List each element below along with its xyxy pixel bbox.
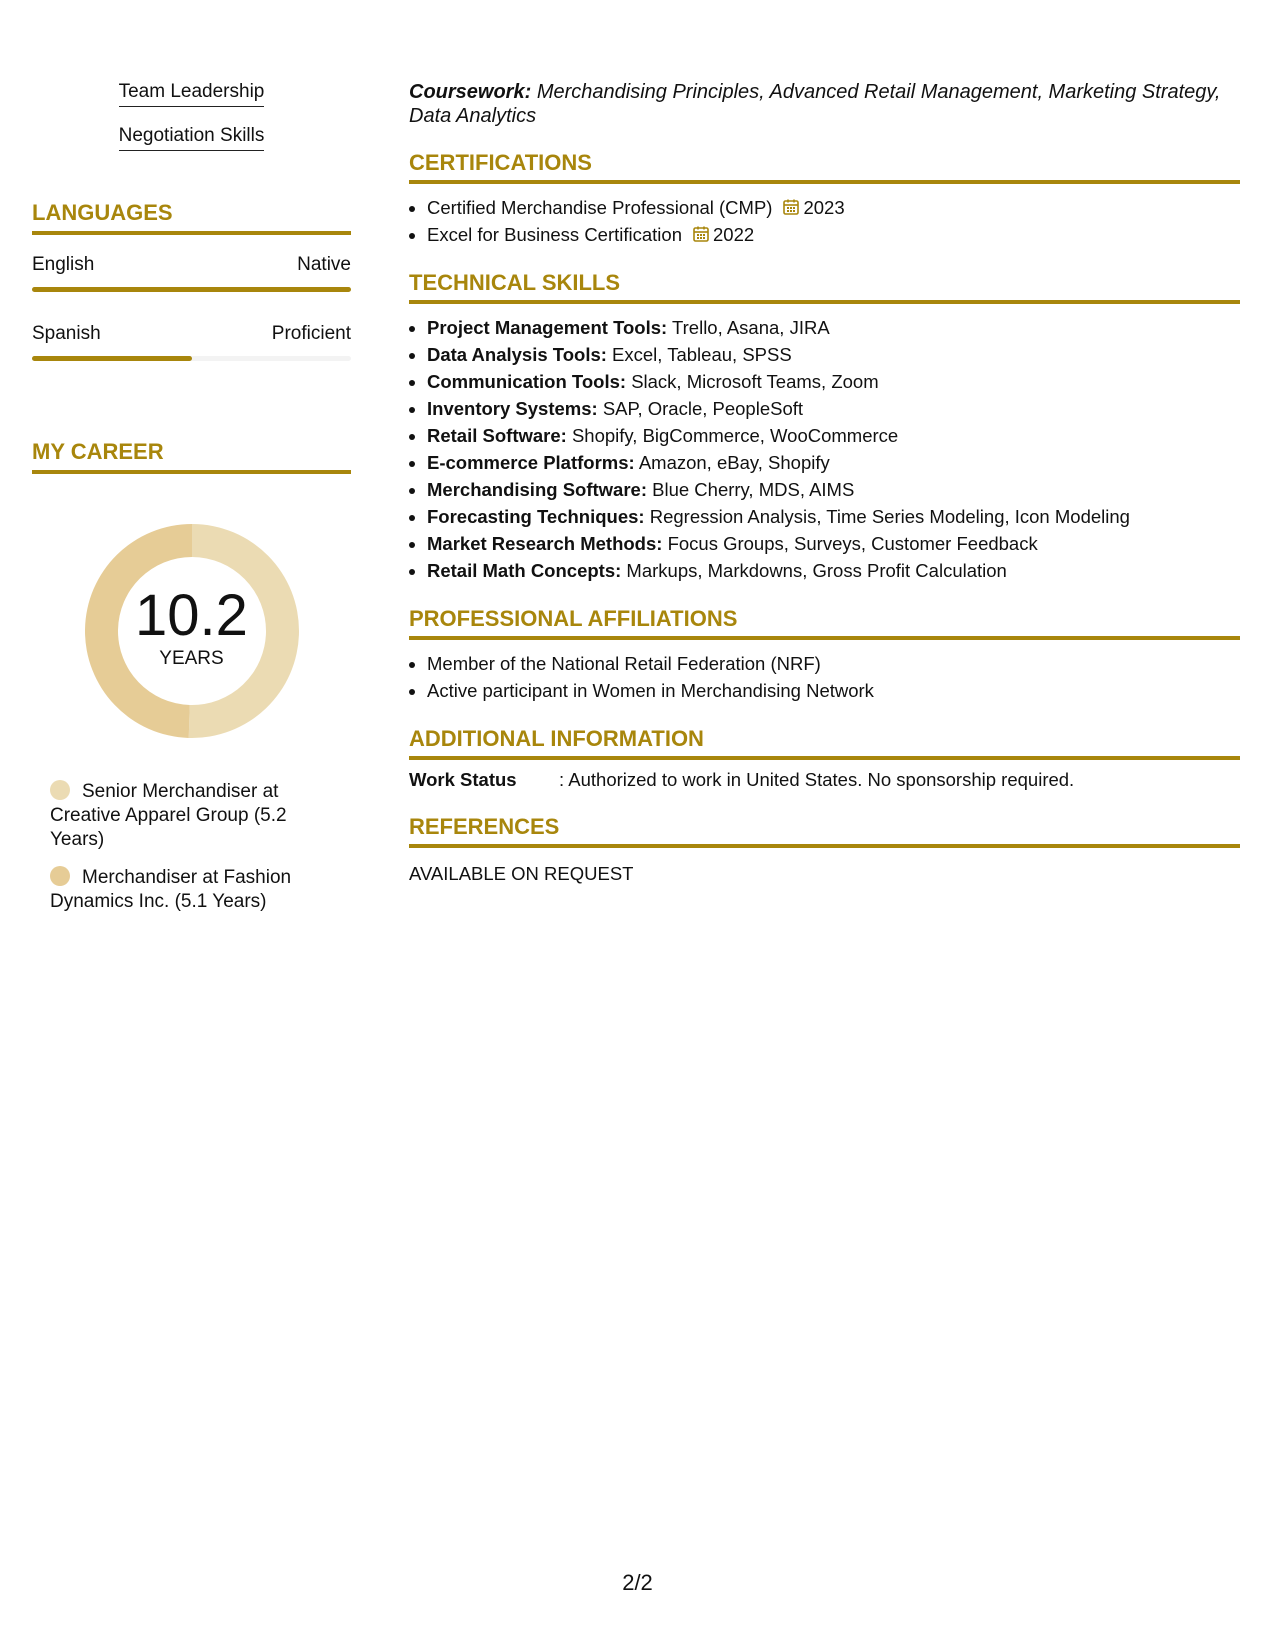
language-bar bbox=[32, 287, 351, 292]
coursework bbox=[409, 80, 1240, 128]
tech-skill-label: Communication Tools: bbox=[427, 371, 627, 392]
tech-skill-label: Inventory Systems: bbox=[427, 398, 598, 419]
tech-skill-value: Trello, Asana, JIRA bbox=[672, 317, 830, 338]
tech-skill-value: Excel, Tableau, SPSS bbox=[612, 344, 792, 365]
tech-skill-item bbox=[427, 314, 1240, 341]
certification-item bbox=[427, 194, 1240, 221]
page-number: 2/2 bbox=[622, 1570, 653, 1595]
legend-label: Merchandiser at Fashion Dynamics Inc. (5.1 Years) bbox=[50, 867, 292, 912]
language-name: English bbox=[32, 254, 95, 275]
tech-skill-label: Merchandising Software: bbox=[427, 479, 647, 500]
tech-skill-item bbox=[427, 503, 1240, 530]
language-bar-fill bbox=[32, 356, 192, 361]
career-total-years: 10.2 bbox=[135, 583, 248, 648]
affiliation-item: • Active participant in Women in Merchandising Network bbox=[427, 677, 1240, 704]
legend-dot bbox=[50, 780, 70, 800]
tech-skill-value: Regression Analysis, Time Series Modeling, Icon Modeling bbox=[649, 506, 1130, 527]
donut-center bbox=[77, 583, 307, 670]
references-text: AVAILABLE ON REQUEST bbox=[409, 863, 634, 884]
tech-skill-item bbox=[427, 422, 1240, 449]
languages-section bbox=[32, 200, 351, 361]
work-status-row bbox=[409, 768, 1240, 792]
tech-skill-value: Focus Groups, Surveys, Customer Feedback bbox=[667, 533, 1038, 554]
language-name: Spanish bbox=[32, 323, 101, 344]
skill-tag: Team Leadership bbox=[119, 80, 265, 107]
certifications-title: CERTIFICATIONS bbox=[409, 150, 1240, 184]
legend-item bbox=[50, 866, 310, 914]
references-section bbox=[409, 814, 1240, 886]
work-status-value: : Authorized to work in United States. No sponsorship required. bbox=[559, 769, 1075, 790]
tech-skill-item bbox=[427, 476, 1240, 503]
tech-skill-value: Amazon, eBay, Shopify bbox=[638, 452, 830, 473]
tech-skill-label: Market Research Methods: bbox=[427, 533, 663, 554]
certification-year: 2022 bbox=[713, 224, 755, 245]
tech-skill-label: Forecasting Techniques: bbox=[427, 506, 645, 527]
tech-skill-label: E-commerce Platforms: bbox=[427, 452, 635, 473]
skill-tags bbox=[32, 80, 351, 168]
calendar-icon bbox=[782, 196, 800, 214]
language-bar bbox=[32, 356, 351, 361]
skill-tag: Negotiation Skills bbox=[119, 124, 265, 151]
additional-info-title: ADDITIONAL INFORMATION bbox=[409, 726, 1240, 760]
tech-skill-value: Slack, Microsoft Teams, Zoom bbox=[631, 371, 879, 392]
tech-skill-value: Blue Cherry, MDS, AIMS bbox=[652, 479, 855, 500]
certification-name: Certified Merchandise Professional (CMP) bbox=[427, 197, 773, 218]
work-status-label: Work Status bbox=[409, 769, 517, 790]
coursework-text: Merchandising Principles, Advanced Retail Management, Marketing Strategy, Data Analytics bbox=[409, 81, 1221, 127]
tech-skill-item bbox=[427, 530, 1240, 557]
languages-title: LANGUAGES bbox=[32, 200, 351, 235]
left-column bbox=[32, 80, 351, 928]
technical-skills-list bbox=[409, 314, 1240, 584]
career-title: MY CAREER bbox=[32, 439, 351, 474]
technical-skills-title: TECHNICAL SKILLS bbox=[409, 270, 1240, 304]
tech-skill-item bbox=[427, 557, 1240, 584]
technical-skills-section bbox=[409, 270, 1240, 584]
certification-name: Excel for Business Certification bbox=[427, 224, 682, 245]
certification-year: 2023 bbox=[803, 197, 845, 218]
affiliations-section bbox=[409, 606, 1240, 704]
tech-skill-value: Markups, Markdowns, Gross Profit Calculation bbox=[626, 560, 1007, 581]
tech-skill-item bbox=[427, 341, 1240, 368]
coursework-label: Coursework: bbox=[409, 81, 532, 103]
language-bar-fill bbox=[32, 287, 351, 292]
certification-item bbox=[427, 221, 1240, 248]
tech-skill-item bbox=[427, 395, 1240, 422]
tech-skill-label: Data Analysis Tools: bbox=[427, 344, 607, 365]
affiliation-item: • Member of the National Retail Federation (NRF) bbox=[427, 650, 1240, 677]
career-section bbox=[32, 439, 351, 914]
certifications-section bbox=[409, 150, 1240, 248]
career-legend bbox=[32, 780, 310, 914]
tech-skill-label: Retail Math Concepts: bbox=[427, 560, 622, 581]
legend-label: Senior Merchandiser at Creative Apparel Group (5.2 Years) bbox=[50, 781, 287, 850]
affiliations-title: PROFESSIONAL AFFILIATIONS bbox=[409, 606, 1240, 640]
certifications-list bbox=[409, 194, 1240, 248]
tech-skill-item bbox=[427, 449, 1240, 476]
career-total-unit: YEARS bbox=[159, 648, 224, 669]
tech-skill-label: Project Management Tools: bbox=[427, 317, 668, 338]
references-title: REFERENCES bbox=[409, 814, 1240, 848]
affiliations-list bbox=[409, 650, 1240, 704]
additional-info-section bbox=[409, 726, 1240, 792]
language-level: Proficient bbox=[271, 323, 351, 344]
tech-skill-label: Retail Software: bbox=[427, 425, 567, 446]
legend-dot bbox=[50, 866, 70, 886]
language-row bbox=[32, 322, 351, 361]
tech-skill-value: SAP, Oracle, PeopleSoft bbox=[602, 398, 804, 419]
language-row bbox=[32, 253, 351, 292]
legend-item bbox=[50, 780, 310, 852]
language-level: Native bbox=[297, 254, 351, 275]
tech-skill-item bbox=[427, 368, 1240, 395]
calendar-icon bbox=[692, 223, 710, 241]
career-donut-chart bbox=[77, 516, 307, 746]
tech-skill-value: Shopify, BigCommerce, WooCommerce bbox=[571, 425, 899, 446]
right-column bbox=[409, 80, 1240, 886]
